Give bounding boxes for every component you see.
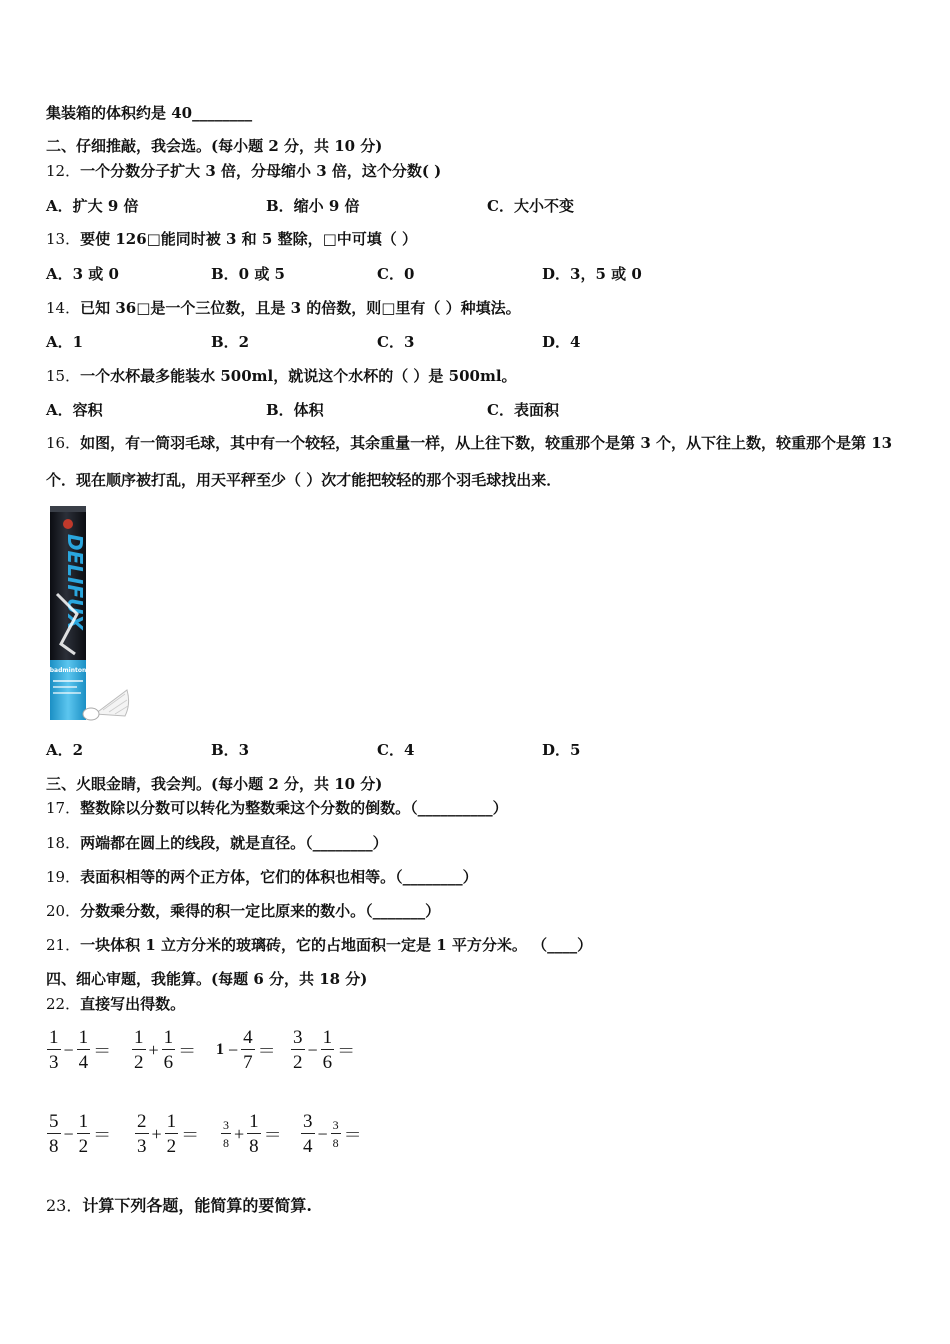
- fraction: $\frac{2}{3}$: [137, 1111, 147, 1157]
- question-text: 一块体积 1 立方分米的玻璃砖，它的占地面积一定是 1 平方分米。 （____）: [80, 936, 593, 954]
- expression-2: $\frac{1}{2}$ + $\frac{1}{6}$ ＝: [134, 1027, 197, 1073]
- question-text: 如图，有一筒羽毛球，其中有一个较轻，其余重量一样，从上往下数，较重那个是第 3 个，从下往上数，较重那个是第 13 个．现在顺序被打乱，用天平秤至少（ ）次才能把较轻的那个羽毛球找出来．: [46, 434, 893, 489]
- question-number: 18．: [46, 834, 81, 852]
- fraction: $\frac{1}{2}$: [134, 1027, 144, 1073]
- question-number: 13．: [46, 230, 81, 248]
- question-number: 16．: [46, 434, 81, 452]
- question-text: 直接写出得数。: [80, 995, 186, 1013]
- fraction: $\frac{1}{3}$: [49, 1027, 59, 1073]
- question-text: 要使 126□能同时被 3 和 5 整除，□中可填（ ）: [80, 230, 417, 248]
- question-23: [46, 1196, 312, 1216]
- q12-option-c: C．大小不变: [487, 197, 574, 215]
- expression-6: $\frac{2}{3}$ + $\frac{1}{2}$ ＝: [137, 1111, 200, 1157]
- q15-option-c: C．表面积: [487, 401, 559, 419]
- fraction: $\frac{1}{2}$: [166, 1111, 177, 1157]
- tube-sub-text: badminton: [49, 667, 87, 674]
- question-number: 17．: [46, 799, 81, 817]
- q15-option-b: B．体积: [266, 401, 324, 419]
- expression-1: $\frac{1}{3}$ − $\frac{1}{4}$ ＝: [49, 1027, 112, 1073]
- question-number: 12．: [46, 162, 81, 180]
- fraction: $\frac{1}{2}$: [78, 1111, 89, 1157]
- fraction: $\frac{3}{8}$: [332, 1118, 339, 1150]
- q14-option-a: A．1: [46, 333, 84, 351]
- q16-option-c: C．4: [377, 741, 415, 759]
- q13-option-d: D．3，5 或 0: [542, 265, 642, 283]
- question-number: 22．: [46, 995, 81, 1013]
- q14-option-c: C．3: [377, 333, 415, 351]
- fraction: $\frac{1}{6}$: [163, 1027, 174, 1073]
- question-number: 15．: [46, 367, 81, 385]
- fraction: $\frac{1}{6}$: [322, 1027, 333, 1073]
- question-18: [46, 833, 388, 853]
- question-text: 计算下列各题，能简算的要简算.: [82, 1196, 312, 1215]
- question-text: 两端都在圆上的线段，就是直径。（________）: [80, 834, 388, 852]
- question-17: [46, 798, 508, 818]
- q16-option-d: D．5: [542, 741, 581, 759]
- question-15: [46, 366, 517, 386]
- tube-brand-text: DELIFUX: [63, 534, 87, 630]
- q13-option-c: C．0: [377, 265, 415, 283]
- section-3-heading: 三、火眼金睛，我会判。(每小题 2 分，共 10 分): [46, 775, 383, 793]
- question-number: 19．: [46, 868, 81, 886]
- question-20: [46, 901, 440, 921]
- question-text: 一个水杯最多能装水 500ml，就说这个水杯的（ ）是 500ml。: [80, 367, 517, 385]
- q16-option-b: B．3: [211, 741, 250, 759]
- question-12: [46, 161, 441, 181]
- question-text: 一个分数分子扩大 3 倍，分母缩小 3 倍，这个分数( ): [80, 162, 442, 180]
- question-text: 表面积相等的两个正方体，它们的体积也相等。（________）: [80, 868, 478, 886]
- fraction: $\frac{3}{2}$: [293, 1027, 303, 1073]
- expression-8: $\frac{3}{4}$ − $\frac{3}{8}$ ＝: [303, 1111, 362, 1157]
- q12-option-b: B．缩小 9 倍: [266, 197, 360, 215]
- question-number: 20．: [46, 902, 81, 920]
- fraction: $\frac{4}{7}$: [243, 1027, 253, 1073]
- shuttlecock-icon: [83, 690, 129, 720]
- q14-option-d: D．4: [542, 333, 581, 351]
- question-text: 分数乘分数，乘得的积一定比原来的数小。（_______）: [80, 902, 441, 920]
- question-22: [46, 994, 185, 1014]
- question-19: [46, 867, 478, 887]
- q13-option-a: A．3 或 0: [46, 265, 119, 283]
- expression-3: 1 − $\frac{4}{7}$ ＝: [216, 1027, 276, 1073]
- expression-5: $\frac{5}{8}$ − $\frac{1}{2}$ ＝: [49, 1111, 112, 1157]
- question-text: 已知 36□是一个三位数，且是 3 的倍数，则□里有（ ）种填法。: [80, 299, 521, 317]
- expression-4: $\frac{3}{2}$ − $\frac{1}{6}$ ＝: [293, 1027, 356, 1073]
- q15-option-a: A．容积: [46, 401, 103, 419]
- question-number: 23．: [46, 1196, 83, 1215]
- question-text: 整数除以分数可以转化为整数乘这个分数的倒数。（__________）: [80, 799, 508, 817]
- fraction: $\frac{3}{8}$: [223, 1118, 229, 1150]
- question-number: 21．: [46, 936, 81, 954]
- question-number: 14．: [46, 299, 81, 317]
- prev-question-tail: 集装箱的体积约是 40________: [46, 104, 253, 122]
- fraction: $\frac{5}{8}$: [49, 1111, 59, 1157]
- q13-option-b: B．0 或 5: [211, 265, 285, 283]
- question-14: [46, 298, 521, 318]
- q16-option-a: A．2: [46, 741, 84, 759]
- shuttlecock-tube-image: [47, 504, 131, 724]
- question-16: [46, 425, 906, 499]
- expression-7: $\frac{3}{8}$ + $\frac{1}{8}$ ＝: [223, 1111, 282, 1157]
- fraction: $\frac{1}{4}$: [78, 1027, 89, 1073]
- q14-option-b: B．2: [211, 333, 250, 351]
- question-21: [46, 935, 592, 955]
- q12-option-a: A．扩大 9 倍: [46, 197, 139, 215]
- section-4-heading: 四、细心审题，我能算。(每题 6 分，共 18 分): [46, 970, 368, 988]
- fraction: $\frac{1}{8}$: [249, 1111, 259, 1157]
- question-13: [46, 229, 417, 249]
- section-2-heading: 二、仔细推敲，我会选。(每小题 2 分，共 10 分): [46, 137, 383, 155]
- fraction: $\frac{3}{4}$: [303, 1111, 313, 1157]
